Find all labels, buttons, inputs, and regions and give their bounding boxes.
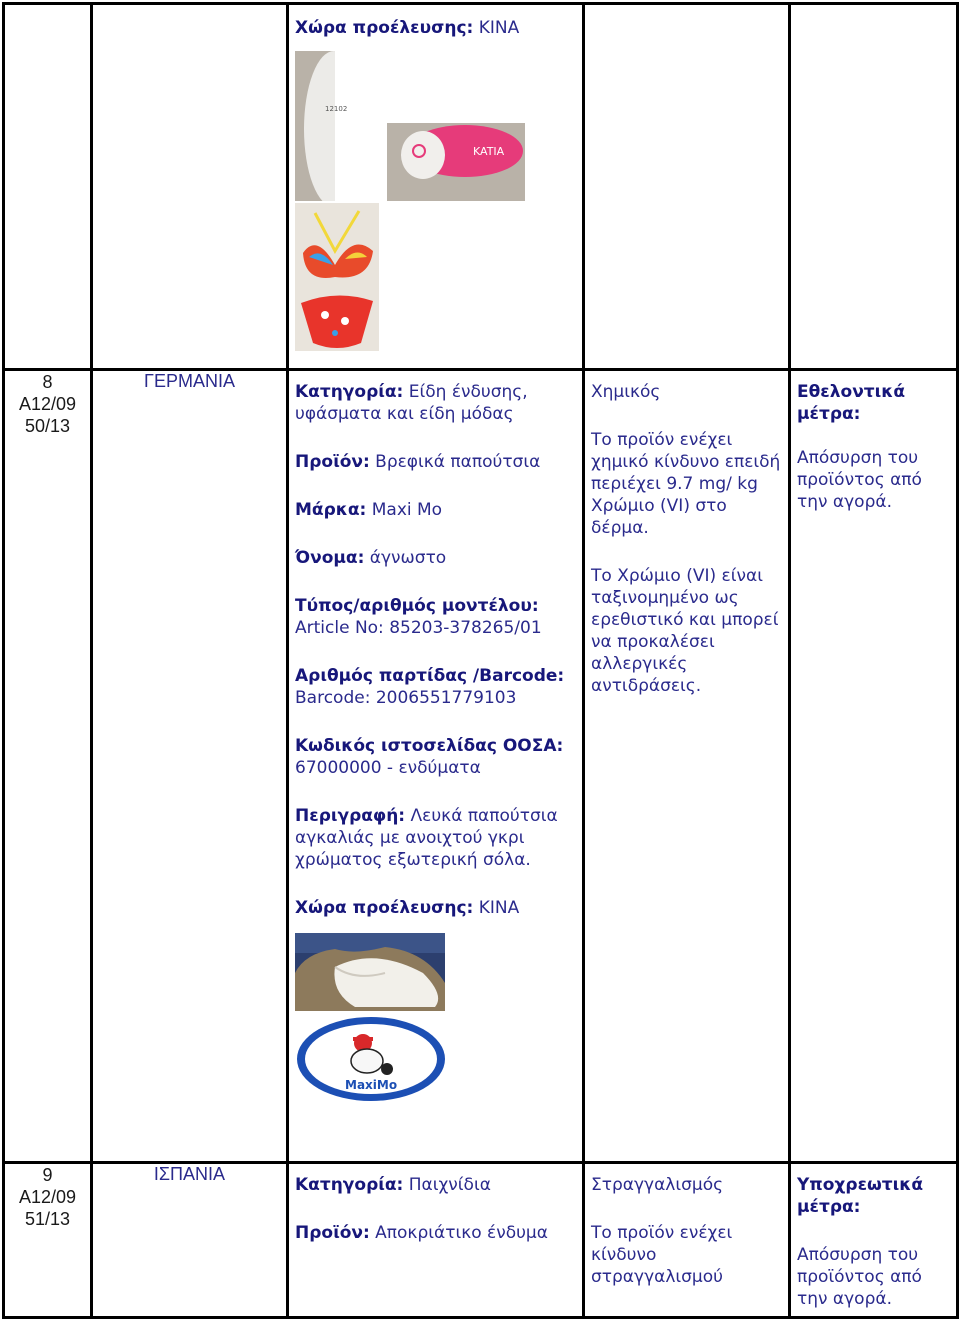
risk-cell <box>584 370 790 1163</box>
row-number: 9 A12/09 51/13 <box>18 1165 77 1229</box>
origin-value: ΚΙΝΑ <box>473 18 520 38</box>
measures-cell <box>790 4 958 370</box>
category-label: Κατηγορία: <box>295 382 404 402</box>
measures-cell <box>790 370 958 1163</box>
description-value: Λευκά παπούτσια αγκαλιάς με ανοιχτού γκρι χρώματος εξωτερική σόλα. <box>295 806 558 870</box>
tag-number-text: 12102 <box>325 105 348 113</box>
number-cell <box>4 4 92 370</box>
tag-brand-text: KATIA <box>473 145 505 158</box>
measures-title: Υποχρεωτικά μέτρα: <box>797 1175 924 1217</box>
origin-value: ΚΙΝΑ <box>473 898 520 918</box>
barcode-label: Αριθμός παρτίδας /Barcode: <box>295 666 565 686</box>
product-label: Προϊόν: <box>295 452 370 472</box>
model-label: Τύπος/αριθμός μοντέλου: <box>295 596 539 616</box>
number-cell <box>4 1163 92 1318</box>
risk-description: Το προϊόν ενέχει κίνδυνο στραγγαλισμού <box>591 1223 733 1287</box>
table-row-continuation <box>4 4 958 370</box>
bikini-photo <box>295 203 379 351</box>
measures-text: Απόσυρση του προϊόντος από την αγορά. <box>797 448 922 512</box>
baby-shoe-photo <box>295 933 445 1011</box>
product-tag-photo <box>295 51 525 201</box>
country-name: ΙΣΠΑΝΙΑ <box>153 1164 226 1184</box>
risk-cell <box>584 1163 790 1318</box>
risk-description: Το προϊόν ενέχει χημικό κίνδυνο επειδή περιέχει 9.7 mg/ kg Χρώμιο (VI) στο δέρμα. <box>591 430 781 538</box>
product-value: Βρεφικά παπούτσια <box>369 452 541 472</box>
risk-type: Χημικός <box>591 382 661 402</box>
category-value: Είδη ένδυσης, υφάσματα και είδη μόδας <box>295 382 528 424</box>
name-label: Όνομα: <box>295 548 365 568</box>
origin-label: Χώρα προέλευσης: <box>295 18 474 38</box>
brand-value: Maxi Mo <box>366 500 443 520</box>
maximo-logo-text: MaxiMo <box>345 1078 398 1092</box>
details-cell <box>288 1163 584 1318</box>
description-label: Περιγραφή: <box>295 806 406 826</box>
country-name: ΓΕΡΜΑΝΙΑ <box>144 371 235 391</box>
details-cell <box>288 4 584 370</box>
oecd-code-label: Κωδικός ιστοσελίδας ΟΟΣΑ: <box>295 736 564 756</box>
country-cell <box>92 1163 288 1318</box>
rapex-table <box>2 2 959 1319</box>
measures-cell <box>790 1163 958 1318</box>
oecd-code-value: 67000000 - ενδύματα <box>295 758 481 778</box>
country-cell <box>92 4 288 370</box>
product-label: Προϊόν: <box>295 1223 370 1243</box>
brand-label: Μάρκα: <box>295 500 367 520</box>
category-label: Κατηγορία: <box>295 1175 404 1195</box>
model-value: Article No: 85203-378265/01 <box>295 618 542 638</box>
risk-type: Στραγγαλισμός <box>591 1175 724 1195</box>
number-cell <box>4 370 92 1163</box>
table-row-8 <box>4 370 958 1163</box>
category-value: Παιχνίδια <box>403 1175 491 1195</box>
maximo-logo-photo <box>295 1013 447 1103</box>
name-value: άγνωστο <box>364 548 447 568</box>
risk-detail: Το Χρώμιο (VI) είναι ταξινομημένο ως ερεθιστικό και μπορεί να προκαλέσει αλλεργικές αντιδράσεις. <box>591 566 779 696</box>
product-value: Αποκριάτικο ένδυμα <box>369 1223 548 1243</box>
barcode-value: Barcode: 2006551779103 <box>295 688 517 708</box>
country-cell <box>92 370 288 1163</box>
measures-text: Απόσυρση του προϊόντος από την αγορά. <box>797 1245 922 1309</box>
origin-label: Χώρα προέλευσης: <box>295 898 474 918</box>
row-number: 8 A12/09 50/13 <box>18 372 77 436</box>
table-row-9 <box>4 1163 958 1318</box>
details-cell <box>288 370 584 1163</box>
risk-cell <box>584 4 790 370</box>
measures-title: Εθελοντικά μέτρα: <box>797 382 906 424</box>
